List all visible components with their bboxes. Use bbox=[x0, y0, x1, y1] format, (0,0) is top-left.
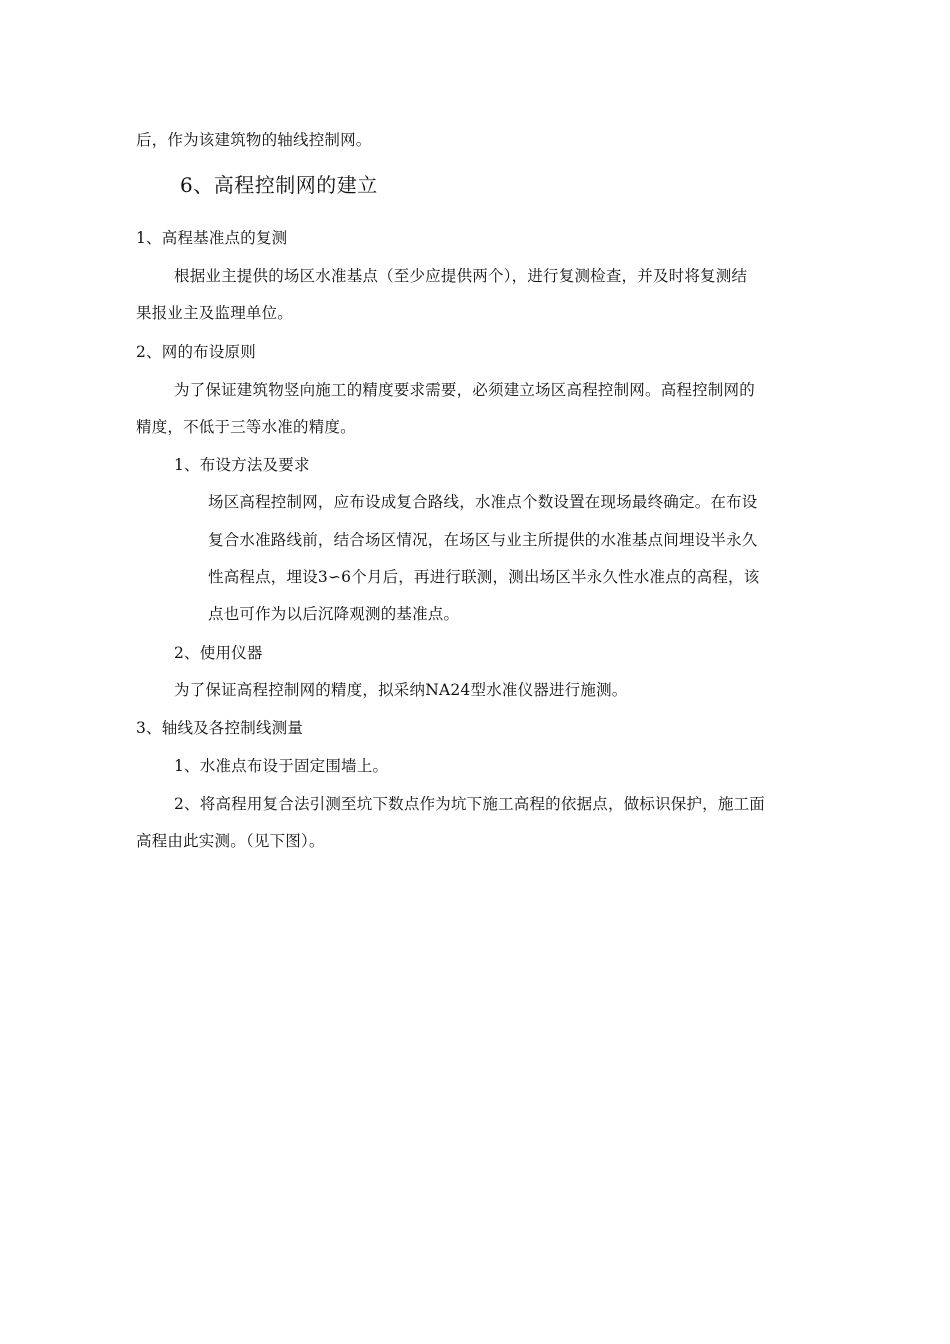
item1-paragraph-line2: 果报业主及监理单位。 bbox=[136, 304, 294, 322]
section-heading: 6、高程控制网的建立 bbox=[180, 173, 378, 197]
sub2-paragraph: 为了保证高程控制网的精度，拟采纳NA24型水准仪器进行施测。 bbox=[174, 681, 628, 699]
item3-point2-line2: 高程由此实测。（见下图）。 bbox=[136, 832, 325, 850]
item1-paragraph-line1: 根据业主提供的场区水准基点（至少应提供两个），进行复测检查，并及时将复测结 bbox=[174, 267, 748, 285]
item2-paragraph-line2: 精度，不低于三等水准的精度。 bbox=[136, 418, 356, 436]
sub1-paragraph-line1: 场区高程控制网，应布设成复合路线，水准点个数设置在现场最终确定。在布设 bbox=[208, 493, 758, 511]
item3-point2-line1: 2、将高程用复合法引测至坑下数点作为坑下施工高程的依据点，做标识保护，施工面 bbox=[174, 795, 765, 813]
sub1-paragraph-line3: 性高程点，埋设3∽6个月后，再进行联测，测出场区半永久性水准点的高程，该 bbox=[208, 568, 760, 586]
item3-title: 3、轴线及各控制线测量 bbox=[136, 719, 304, 737]
item2-paragraph-line1: 为了保证建筑物竖向施工的精度要求需要，必须建立场区高程控制网。高程控制网的 bbox=[174, 381, 755, 399]
sub1-title: 1、布设方法及要求 bbox=[174, 456, 310, 474]
item1-title: 1、高程基准点的复测 bbox=[136, 229, 288, 247]
sub1-paragraph-line2: 复合水准路线前，结合场区情况，在场区与业主所提供的水准基点间埋设半永久 bbox=[208, 531, 758, 549]
item3-point1: 1、水准点布设于固定围墙上。 bbox=[174, 757, 389, 775]
sub2-title: 2、使用仪器 bbox=[174, 644, 263, 662]
item2-title: 2、网的布设原则 bbox=[136, 343, 256, 361]
sub1-paragraph-line4: 点也可作为以后沉降观测的基准点。 bbox=[208, 605, 460, 623]
intro-line: 后，作为该建筑物的轴线控制网。 bbox=[136, 131, 372, 149]
